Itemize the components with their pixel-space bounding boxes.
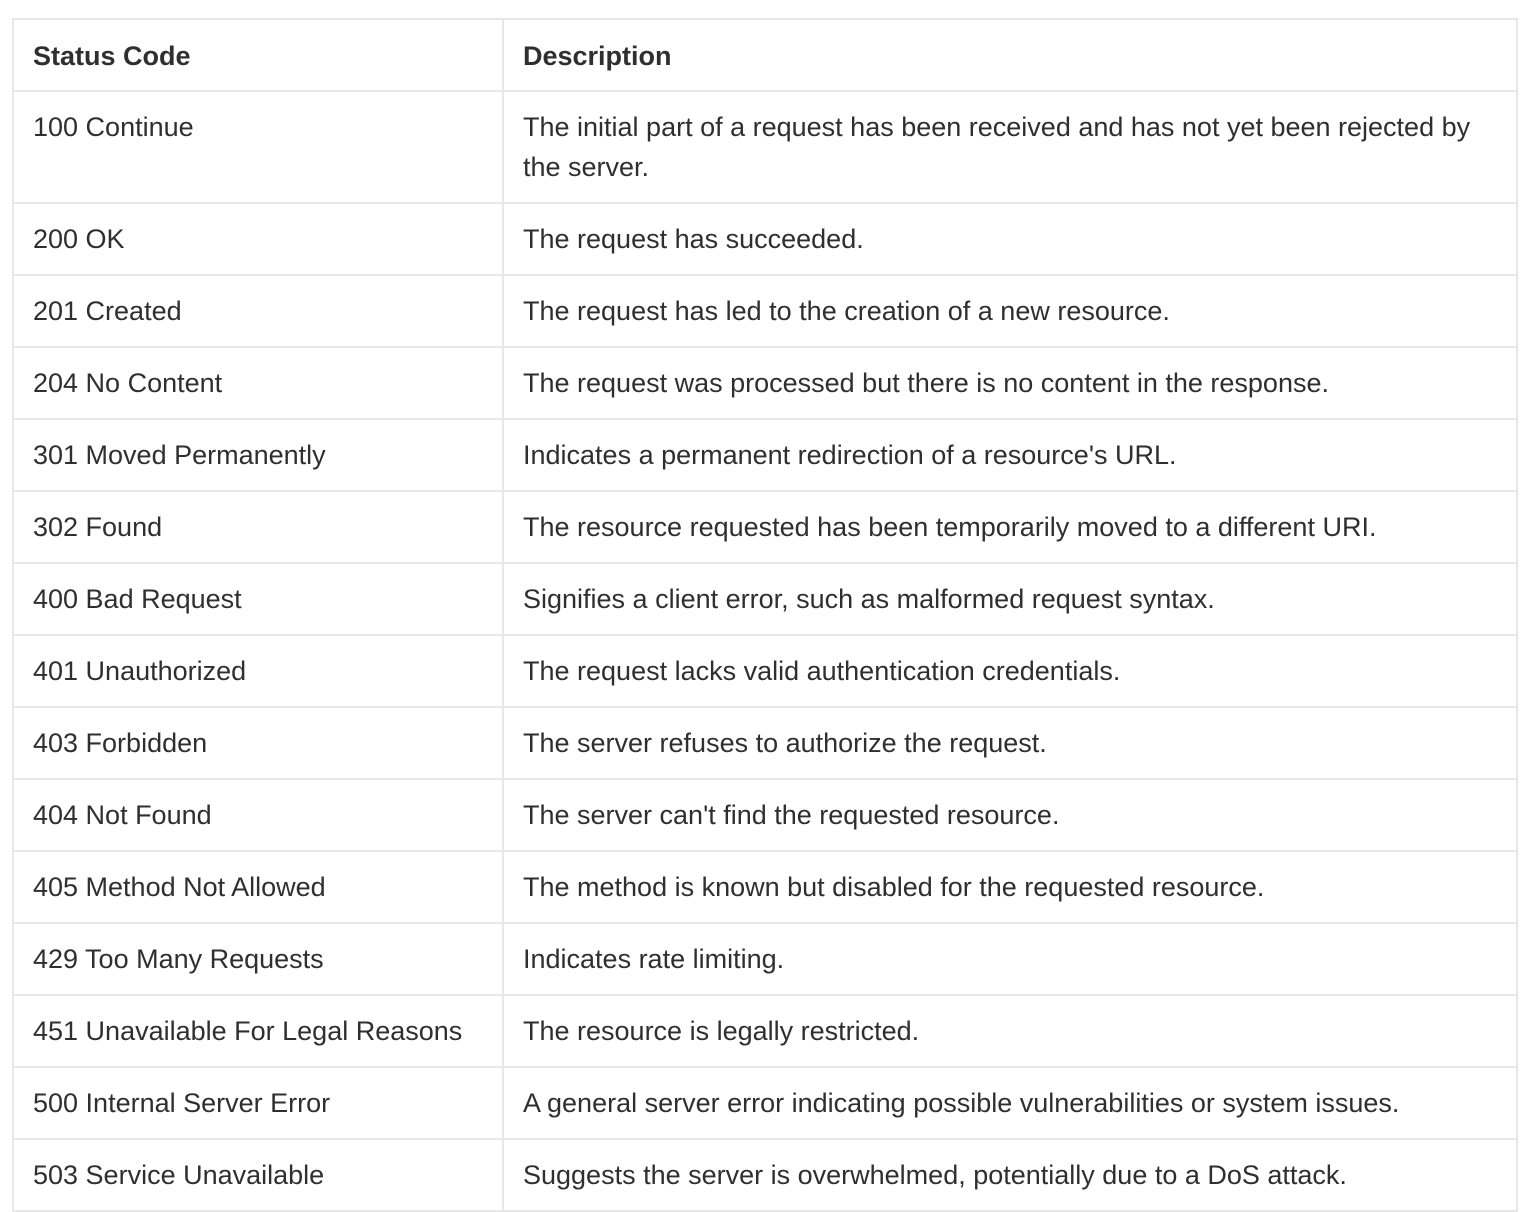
status-code-cell: 401 Unauthorized <box>13 635 503 707</box>
table-row <box>13 779 1517 851</box>
status-code-cell: 301 Moved Permanently <box>13 419 503 491</box>
description-cell: The resource requested has been temporarily moved to a different URI. <box>503 491 1517 563</box>
table-row <box>13 419 1517 491</box>
description-cell: A general server error indicating possible vulnerabilities or system issues. <box>503 1067 1517 1139</box>
table-row <box>13 851 1517 923</box>
status-code-cell: 302 Found <box>13 491 503 563</box>
description-cell: The method is known but disabled for the requested resource. <box>503 851 1517 923</box>
header-status-code: Status Code <box>13 19 503 91</box>
status-code-cell: 201 Created <box>13 275 503 347</box>
header-description: Description <box>503 19 1517 91</box>
status-code-cell: 404 Not Found <box>13 779 503 851</box>
status-code-cell: 429 Too Many Requests <box>13 923 503 995</box>
table-row <box>13 563 1517 635</box>
status-code-cell: 500 Internal Server Error <box>13 1067 503 1139</box>
table-row <box>13 1139 1517 1211</box>
status-code-cell: 503 Service Unavailable <box>13 1139 503 1211</box>
table-row <box>13 1067 1517 1139</box>
status-code-cell: 400 Bad Request <box>13 563 503 635</box>
table-row <box>13 923 1517 995</box>
description-cell: Suggests the server is overwhelmed, potentially due to a DoS attack. <box>503 1139 1517 1211</box>
description-cell: The request has succeeded. <box>503 203 1517 275</box>
table-row <box>13 707 1517 779</box>
status-code-cell: 100 Continue <box>13 91 503 203</box>
status-code-cell: 451 Unavailable For Legal Reasons <box>13 995 503 1067</box>
status-code-cell: 403 Forbidden <box>13 707 503 779</box>
status-code-table-container <box>12 18 1516 1212</box>
table-row <box>13 275 1517 347</box>
table-row <box>13 347 1517 419</box>
description-cell: Indicates a permanent redirection of a resource's URL. <box>503 419 1517 491</box>
table-row <box>13 203 1517 275</box>
description-cell: The resource is legally restricted. <box>503 995 1517 1067</box>
description-cell: Indicates rate limiting. <box>503 923 1517 995</box>
description-cell: The server refuses to authorize the request. <box>503 707 1517 779</box>
table-header-row <box>13 19 1517 91</box>
status-code-table <box>12 18 1518 1212</box>
description-cell: The initial part of a request has been received and has not yet been rejected by the server. <box>503 91 1517 203</box>
description-cell: The request lacks valid authentication credentials. <box>503 635 1517 707</box>
description-cell: Signifies a client error, such as malformed request syntax. <box>503 563 1517 635</box>
description-cell: The server can't find the requested resource. <box>503 779 1517 851</box>
table-row <box>13 91 1517 203</box>
status-code-cell: 200 OK <box>13 203 503 275</box>
table-row <box>13 995 1517 1067</box>
table-row <box>13 491 1517 563</box>
status-code-cell: 405 Method Not Allowed <box>13 851 503 923</box>
description-cell: The request was processed but there is no content in the response. <box>503 347 1517 419</box>
table-row <box>13 635 1517 707</box>
description-cell: The request has led to the creation of a new resource. <box>503 275 1517 347</box>
status-code-cell: 204 No Content <box>13 347 503 419</box>
